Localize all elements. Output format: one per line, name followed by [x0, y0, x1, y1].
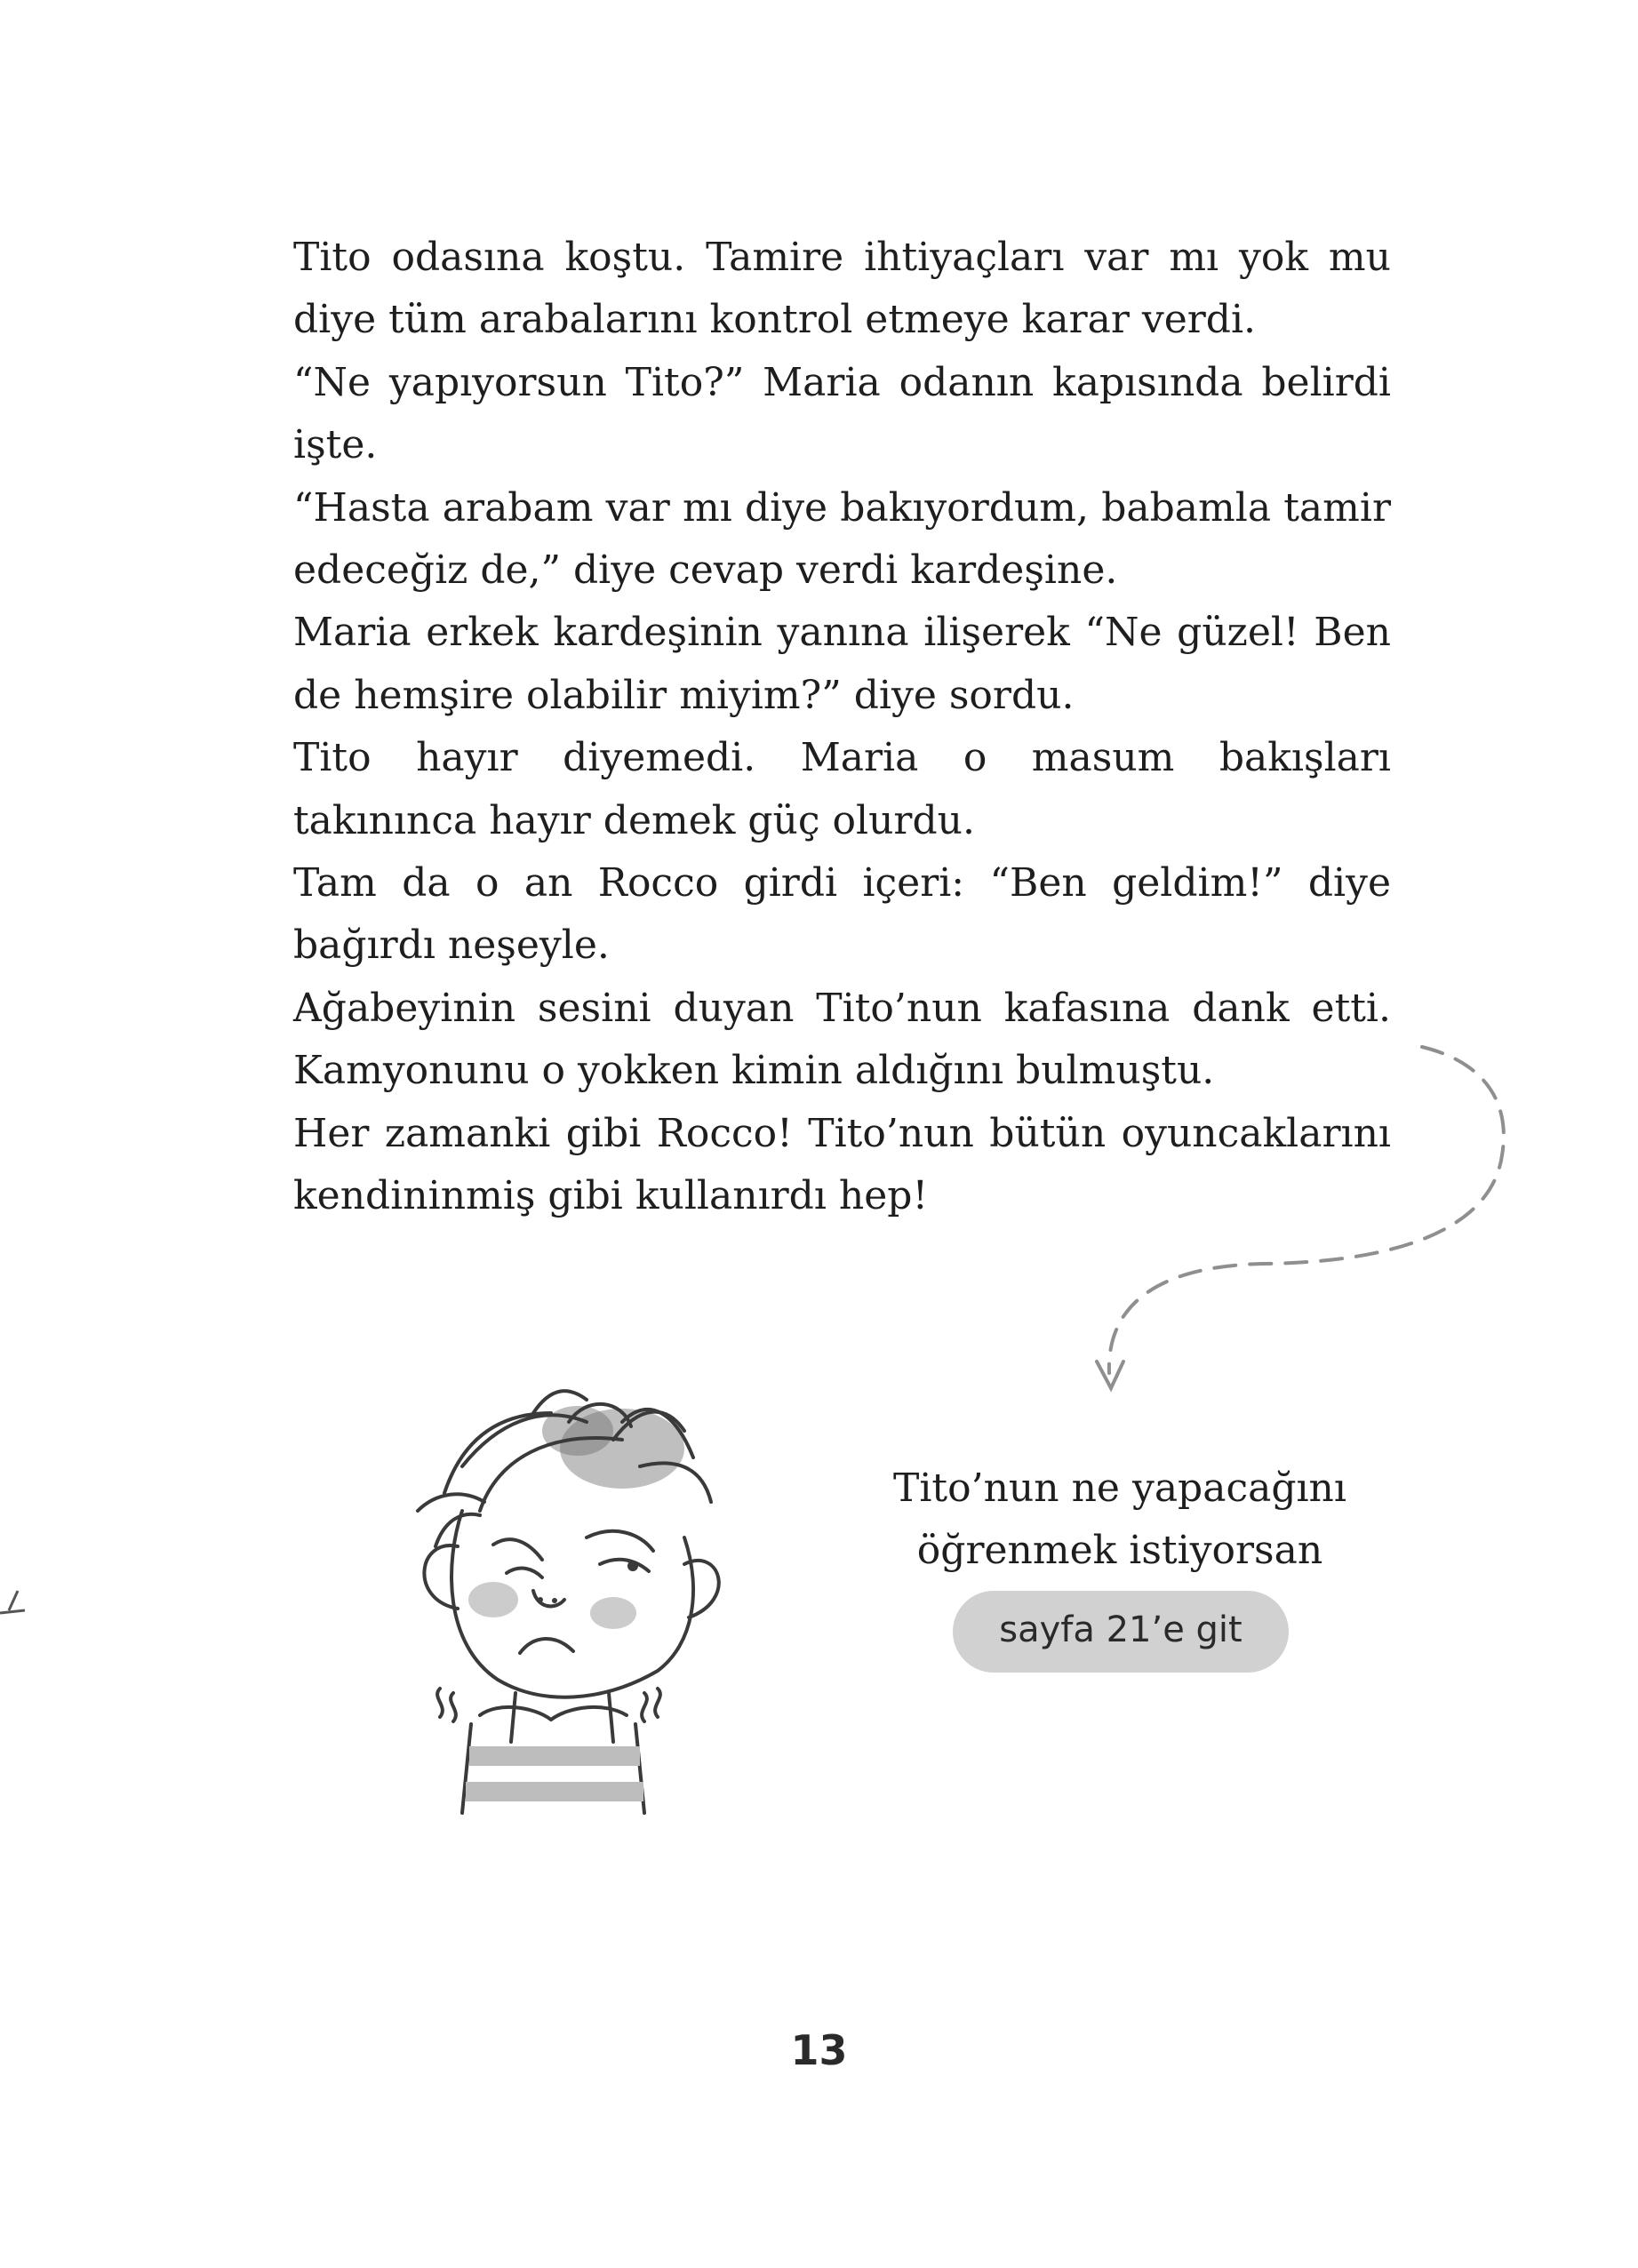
- story-paragraph: “Hasta arabam var mı diye bakıyordum, babamla tamir edeceğiz de,” diye cevap verdi kardeşine.: [293, 484, 1391, 594]
- story-paragraph: “Ne yapıyorsun Tito?” Maria odanın kapısında belirdi işte.: [293, 359, 1391, 468]
- page-number: 13: [790, 2026, 848, 2074]
- grumpy-boy-icon: [418, 1391, 719, 1813]
- margin-mark: [0, 1591, 25, 1613]
- goto-page-label: sayfa 21’e git: [999, 1609, 1242, 1650]
- story-text: [293, 227, 1391, 1228]
- story-paragraph: Tito odasına koştu. Tamire ihtiyaçları var mı yok mu diye tüm arabalarını kontrol etmeye karar verdi.: [293, 235, 1391, 343]
- story-paragraph: Maria erkek kardeşinin yanına ilişerek “Ne güzel! Ben de hemşire olabilir miyim?” diye sordu.: [293, 610, 1391, 718]
- story-paragraph: Ağabeyinin sesini duyan Tito’nun kafasına dank etti. Kamyonunu o yokken kimin aldığını bulmuştu.: [293, 985, 1391, 1094]
- choice-prompt: [853, 1457, 1386, 1582]
- goto-page-badge: [953, 1591, 1289, 1673]
- story-paragraph: Tito hayır diyemedi. Maria o masum bakışları takınınca hayır demek güç olurdu.: [293, 735, 1391, 843]
- prompt-line: öğrenmek istiyorsan: [916, 1528, 1323, 1573]
- prompt-line: Tito’nun ne yapacağını: [893, 1465, 1346, 1511]
- story-paragraph: Tam da o an Rocco girdi içeri: “Ben geldim!” diye bağırdı neşeyle.: [293, 860, 1391, 969]
- story-paragraph: Her zamanki gibi Rocco! Tito’nun bütün oyuncaklarını kendininmiş gibi kullanırdı hep!: [293, 1110, 1391, 1219]
